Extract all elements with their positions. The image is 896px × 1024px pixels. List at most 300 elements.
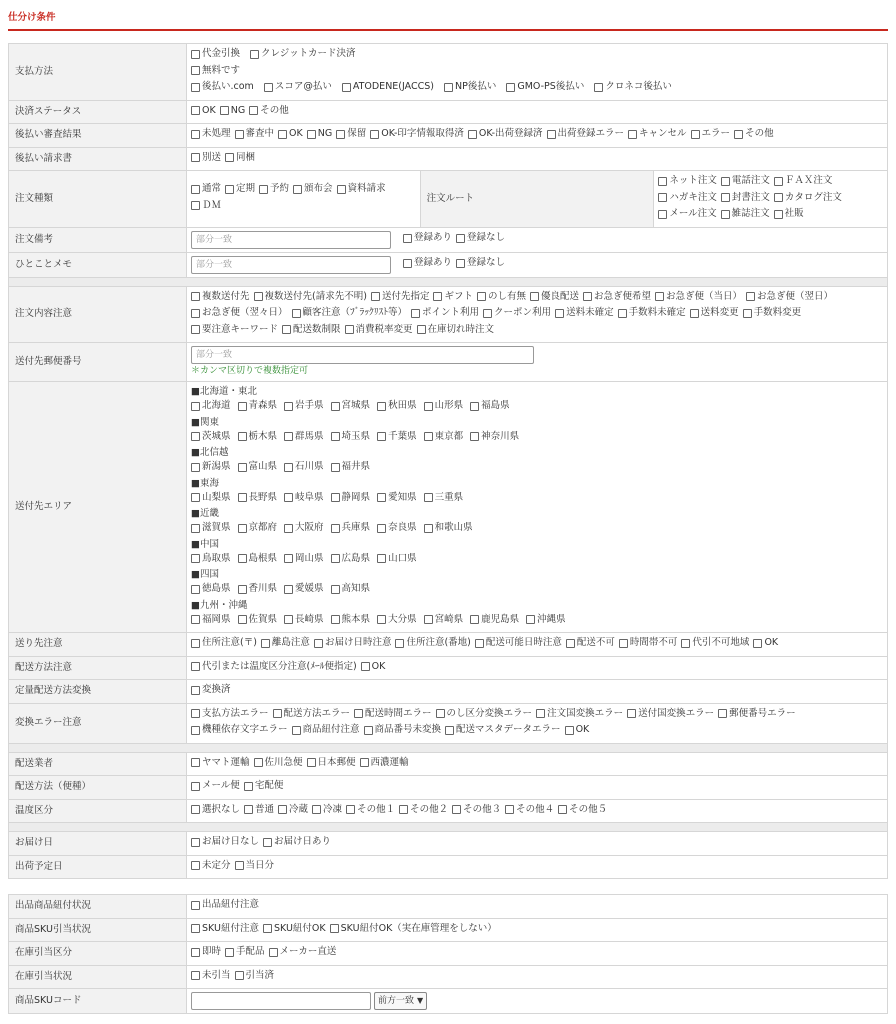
checkbox-option[interactable] xyxy=(191,47,240,61)
checkbox-option[interactable] xyxy=(411,306,479,320)
prefecture-checkbox[interactable] xyxy=(238,430,278,444)
checkbox-option[interactable] xyxy=(452,803,501,817)
checkbox-option[interactable] xyxy=(558,803,607,817)
checkbox-option[interactable] xyxy=(336,127,366,141)
checkbox-option[interactable] xyxy=(191,80,254,94)
checkbox-option[interactable] xyxy=(628,127,687,141)
checkbox-option[interactable] xyxy=(261,636,310,650)
checkbox-icon[interactable] xyxy=(370,130,379,139)
checkbox-icon[interactable] xyxy=(238,432,247,441)
checkbox-option[interactable] xyxy=(191,707,269,721)
prefecture-checkbox[interactable] xyxy=(331,430,371,444)
checkbox-option[interactable] xyxy=(444,80,496,94)
checkbox-icon[interactable] xyxy=(505,805,514,814)
checkbox-icon[interactable] xyxy=(191,463,200,472)
checkbox-option[interactable] xyxy=(691,127,731,141)
checkbox-option[interactable] xyxy=(249,104,289,118)
checkbox-option[interactable] xyxy=(583,290,651,304)
prefecture-checkbox[interactable] xyxy=(284,521,324,535)
checkbox-icon[interactable] xyxy=(292,309,301,318)
checkbox-icon[interactable] xyxy=(259,185,268,194)
checkbox-icon[interactable] xyxy=(314,639,323,648)
checkbox-icon[interactable] xyxy=(244,782,253,791)
checkbox-icon[interactable] xyxy=(191,686,200,695)
checkbox-option[interactable] xyxy=(505,803,554,817)
sku-match-select[interactable] xyxy=(374,992,427,1010)
prefecture-checkbox[interactable] xyxy=(238,552,278,566)
checkbox-option[interactable] xyxy=(292,723,360,737)
checkbox-option[interactable] xyxy=(191,323,278,337)
checkbox-icon[interactable] xyxy=(249,106,258,115)
prefecture-checkbox[interactable] xyxy=(238,582,278,596)
checkbox-icon[interactable] xyxy=(475,639,484,648)
checkbox-icon[interactable] xyxy=(264,83,273,92)
checkbox-icon[interactable] xyxy=(307,130,316,139)
checkbox-option[interactable] xyxy=(293,182,333,196)
checkbox-icon[interactable] xyxy=(331,463,340,472)
checkbox-option[interactable] xyxy=(191,636,257,650)
checkbox-option[interactable] xyxy=(354,707,432,721)
checkbox-icon[interactable] xyxy=(191,805,200,814)
checkbox-option[interactable] xyxy=(191,859,231,873)
checkbox-option[interactable] xyxy=(244,803,274,817)
checkbox-option[interactable] xyxy=(774,174,833,188)
checkbox-icon[interactable] xyxy=(444,83,453,92)
checkbox-option[interactable] xyxy=(681,636,749,650)
prefecture-checkbox[interactable] xyxy=(191,460,231,474)
checkbox-option[interactable] xyxy=(774,207,804,221)
checkbox-icon[interactable] xyxy=(377,615,386,624)
checkbox-icon[interactable] xyxy=(191,66,200,75)
checkbox-icon[interactable] xyxy=(377,493,386,502)
checkbox-option[interactable] xyxy=(191,723,288,737)
checkbox-icon[interactable] xyxy=(191,432,200,441)
checkbox-icon[interactable] xyxy=(743,309,752,318)
checkbox-icon[interactable] xyxy=(191,524,200,533)
checkbox-option[interactable] xyxy=(314,636,392,650)
checkbox-icon[interactable] xyxy=(261,639,270,648)
prefecture-checkbox[interactable] xyxy=(377,399,417,413)
checkbox-icon[interactable] xyxy=(273,709,282,718)
checkbox-option[interactable] xyxy=(263,922,326,936)
checkbox-icon[interactable] xyxy=(331,585,340,594)
checkbox-option[interactable] xyxy=(235,859,275,873)
checkbox-option[interactable] xyxy=(483,306,551,320)
checkbox-icon[interactable] xyxy=(345,325,354,334)
checkbox-icon[interactable] xyxy=(337,185,346,194)
checkbox-option[interactable] xyxy=(399,803,448,817)
checkbox-icon[interactable] xyxy=(424,615,433,624)
checkbox-icon[interactable] xyxy=(225,948,234,957)
checkbox-icon[interactable] xyxy=(191,554,200,563)
checkbox-icon[interactable] xyxy=(244,805,253,814)
checkbox-icon[interactable] xyxy=(225,185,234,194)
checkbox-icon[interactable] xyxy=(250,50,259,59)
checkbox-icon[interactable] xyxy=(225,153,234,162)
checkbox-icon[interactable] xyxy=(191,948,200,957)
checkbox-icon[interactable] xyxy=(191,292,200,301)
checkbox-icon[interactable] xyxy=(282,325,291,334)
checkbox-option[interactable] xyxy=(445,723,561,737)
prefecture-checkbox[interactable] xyxy=(331,491,371,505)
checkbox-icon[interactable] xyxy=(619,639,628,648)
checkbox-icon[interactable] xyxy=(354,709,363,718)
checkbox-icon[interactable] xyxy=(721,193,730,202)
checkbox-icon[interactable] xyxy=(411,309,420,318)
checkbox-option[interactable] xyxy=(191,127,231,141)
checkbox-icon[interactable] xyxy=(191,201,200,210)
checkbox-icon[interactable] xyxy=(470,402,479,411)
prefecture-checkbox[interactable] xyxy=(470,613,519,627)
prefecture-checkbox[interactable] xyxy=(284,582,324,596)
checkbox-icon[interactable] xyxy=(191,901,200,910)
checkbox-option[interactable] xyxy=(191,803,240,817)
checkbox-icon[interactable] xyxy=(331,554,340,563)
checkbox-option[interactable] xyxy=(627,707,714,721)
checkbox-icon[interactable] xyxy=(417,325,426,334)
checkbox-option[interactable] xyxy=(456,231,505,245)
checkbox-icon[interactable] xyxy=(307,758,316,767)
checkbox-option[interactable] xyxy=(753,636,778,650)
prefecture-checkbox[interactable] xyxy=(424,613,464,627)
prefecture-checkbox[interactable] xyxy=(377,613,417,627)
checkbox-option[interactable] xyxy=(721,207,770,221)
checkbox-icon[interactable] xyxy=(284,402,293,411)
checkbox-option[interactable] xyxy=(191,945,221,959)
checkbox-icon[interactable] xyxy=(555,309,564,318)
checkbox-icon[interactable] xyxy=(284,432,293,441)
prefecture-checkbox[interactable] xyxy=(331,460,371,474)
checkbox-icon[interactable] xyxy=(284,615,293,624)
checkbox-option[interactable] xyxy=(191,290,250,304)
checkbox-icon[interactable] xyxy=(331,402,340,411)
checkbox-option[interactable] xyxy=(433,290,473,304)
checkbox-icon[interactable] xyxy=(284,524,293,533)
checkbox-icon[interactable] xyxy=(191,639,200,648)
checkbox-option[interactable] xyxy=(307,756,356,770)
checkbox-icon[interactable] xyxy=(403,234,412,243)
checkbox-option[interactable] xyxy=(371,290,430,304)
checkbox-option[interactable] xyxy=(530,290,579,304)
checkbox-icon[interactable] xyxy=(566,639,575,648)
checkbox-icon[interactable] xyxy=(681,639,690,648)
checkbox-option[interactable] xyxy=(292,306,408,320)
checkbox-option[interactable] xyxy=(191,199,221,213)
checkbox-option[interactable] xyxy=(263,835,331,849)
checkbox-icon[interactable] xyxy=(734,130,743,139)
prefecture-checkbox[interactable] xyxy=(377,430,417,444)
checkbox-icon[interactable] xyxy=(238,402,247,411)
checkbox-icon[interactable] xyxy=(312,805,321,814)
checkbox-option[interactable] xyxy=(618,306,686,320)
prefecture-checkbox[interactable] xyxy=(191,521,231,535)
checkbox-option[interactable] xyxy=(360,756,409,770)
checkbox-option[interactable] xyxy=(690,306,739,320)
checkbox-option[interactable] xyxy=(254,290,367,304)
checkbox-option[interactable] xyxy=(417,323,495,337)
prefecture-checkbox[interactable] xyxy=(377,552,417,566)
checkbox-icon[interactable] xyxy=(746,292,755,301)
checkbox-icon[interactable] xyxy=(468,130,477,139)
checkbox-icon[interactable] xyxy=(191,726,200,735)
checkbox-icon[interactable] xyxy=(191,325,200,334)
prefecture-checkbox[interactable] xyxy=(424,491,464,505)
checkbox-icon[interactable] xyxy=(565,726,574,735)
checkbox-option[interactable] xyxy=(774,191,842,205)
checkbox-icon[interactable] xyxy=(658,177,667,186)
checkbox-icon[interactable] xyxy=(191,309,200,318)
checkbox-icon[interactable] xyxy=(254,292,263,301)
checkbox-option[interactable] xyxy=(364,723,442,737)
checkbox-option[interactable] xyxy=(536,707,623,721)
prefecture-checkbox[interactable] xyxy=(238,521,278,535)
checkbox-icon[interactable] xyxy=(263,838,272,847)
checkbox-icon[interactable] xyxy=(191,782,200,791)
checkbox-icon[interactable] xyxy=(470,615,479,624)
checkbox-icon[interactable] xyxy=(191,153,200,162)
order-note-input[interactable] xyxy=(191,231,391,249)
checkbox-option[interactable] xyxy=(395,636,470,650)
prefecture-checkbox[interactable] xyxy=(331,552,371,566)
prefecture-checkbox[interactable] xyxy=(284,430,324,444)
checkbox-option[interactable] xyxy=(254,756,303,770)
checkbox-option[interactable] xyxy=(191,898,259,912)
checkbox-option[interactable] xyxy=(619,636,678,650)
checkbox-icon[interactable] xyxy=(278,805,287,814)
prefecture-checkbox[interactable] xyxy=(331,613,371,627)
checkbox-option[interactable] xyxy=(269,945,337,959)
prefecture-checkbox[interactable] xyxy=(238,399,278,413)
checkbox-icon[interactable] xyxy=(583,292,592,301)
checkbox-option[interactable] xyxy=(278,803,308,817)
checkbox-icon[interactable] xyxy=(658,210,667,219)
prefecture-checkbox[interactable] xyxy=(424,430,464,444)
checkbox-icon[interactable] xyxy=(558,805,567,814)
memo-input[interactable] xyxy=(191,256,391,274)
checkbox-icon[interactable] xyxy=(721,177,730,186)
checkbox-icon[interactable] xyxy=(395,639,404,648)
checkbox-icon[interactable] xyxy=(254,758,263,767)
checkbox-option[interactable] xyxy=(191,182,221,196)
checkbox-option[interactable] xyxy=(658,174,717,188)
checkbox-icon[interactable] xyxy=(774,210,783,219)
checkbox-icon[interactable] xyxy=(506,83,515,92)
checkbox-icon[interactable] xyxy=(191,838,200,847)
prefecture-checkbox[interactable] xyxy=(238,491,278,505)
checkbox-icon[interactable] xyxy=(191,709,200,718)
checkbox-icon[interactable] xyxy=(263,924,272,933)
checkbox-option[interactable] xyxy=(477,290,526,304)
checkbox-option[interactable] xyxy=(361,660,386,674)
checkbox-icon[interactable] xyxy=(377,432,386,441)
checkbox-icon[interactable] xyxy=(371,292,380,301)
checkbox-option[interactable] xyxy=(403,256,452,270)
checkbox-icon[interactable] xyxy=(377,554,386,563)
checkbox-icon[interactable] xyxy=(191,861,200,870)
checkbox-icon[interactable] xyxy=(284,493,293,502)
checkbox-icon[interactable] xyxy=(470,432,479,441)
checkbox-icon[interactable] xyxy=(191,106,200,115)
checkbox-icon[interactable] xyxy=(424,432,433,441)
prefecture-checkbox[interactable] xyxy=(191,613,231,627)
checkbox-option[interactable] xyxy=(244,779,284,793)
checkbox-icon[interactable] xyxy=(628,130,637,139)
prefecture-checkbox[interactable] xyxy=(238,613,278,627)
checkbox-icon[interactable] xyxy=(336,130,345,139)
checkbox-icon[interactable] xyxy=(360,758,369,767)
prefecture-checkbox[interactable] xyxy=(331,521,371,535)
checkbox-icon[interactable] xyxy=(293,185,302,194)
checkbox-icon[interactable] xyxy=(331,432,340,441)
checkbox-option[interactable] xyxy=(235,127,275,141)
checkbox-option[interactable] xyxy=(370,127,464,141)
checkbox-option[interactable] xyxy=(191,151,221,165)
prefecture-checkbox[interactable] xyxy=(191,582,231,596)
checkbox-option[interactable] xyxy=(594,80,672,94)
checkbox-option[interactable] xyxy=(225,182,255,196)
checkbox-icon[interactable] xyxy=(399,805,408,814)
checkbox-icon[interactable] xyxy=(477,292,486,301)
checkbox-icon[interactable] xyxy=(292,726,301,735)
checkbox-icon[interactable] xyxy=(191,130,200,139)
checkbox-icon[interactable] xyxy=(436,709,445,718)
prefecture-checkbox[interactable] xyxy=(284,399,324,413)
checkbox-icon[interactable] xyxy=(331,493,340,502)
checkbox-icon[interactable] xyxy=(655,292,664,301)
checkbox-icon[interactable] xyxy=(191,493,200,502)
checkbox-icon[interactable] xyxy=(191,585,200,594)
checkbox-option[interactable] xyxy=(191,683,231,697)
checkbox-icon[interactable] xyxy=(238,524,247,533)
checkbox-icon[interactable] xyxy=(278,130,287,139)
prefecture-checkbox[interactable] xyxy=(424,399,464,413)
prefecture-checkbox[interactable] xyxy=(470,430,519,444)
prefecture-checkbox[interactable] xyxy=(191,552,231,566)
checkbox-option[interactable] xyxy=(342,80,434,94)
prefecture-checkbox[interactable] xyxy=(238,460,278,474)
checkbox-icon[interactable] xyxy=(526,615,535,624)
checkbox-icon[interactable] xyxy=(718,709,727,718)
checkbox-option[interactable] xyxy=(468,127,543,141)
checkbox-option[interactable] xyxy=(282,323,341,337)
checkbox-icon[interactable] xyxy=(269,948,278,957)
checkbox-icon[interactable] xyxy=(433,292,442,301)
checkbox-option[interactable] xyxy=(191,64,240,78)
checkbox-option[interactable] xyxy=(655,290,742,304)
prefecture-checkbox[interactable] xyxy=(331,582,371,596)
checkbox-icon[interactable] xyxy=(191,83,200,92)
checkbox-option[interactable] xyxy=(330,922,497,936)
checkbox-icon[interactable] xyxy=(377,402,386,411)
checkbox-icon[interactable] xyxy=(452,805,461,814)
checkbox-option[interactable] xyxy=(191,922,259,936)
checkbox-icon[interactable] xyxy=(445,726,454,735)
checkbox-option[interactable] xyxy=(475,636,562,650)
checkbox-icon[interactable] xyxy=(238,493,247,502)
checkbox-icon[interactable] xyxy=(191,924,200,933)
checkbox-icon[interactable] xyxy=(424,402,433,411)
checkbox-option[interactable] xyxy=(191,969,231,983)
checkbox-icon[interactable] xyxy=(342,83,351,92)
checkbox-option[interactable] xyxy=(734,127,774,141)
checkbox-option[interactable] xyxy=(273,707,351,721)
checkbox-option[interactable] xyxy=(259,182,289,196)
checkbox-option[interactable] xyxy=(658,207,716,221)
checkbox-icon[interactable] xyxy=(658,193,667,202)
checkbox-icon[interactable] xyxy=(235,971,244,980)
prefecture-checkbox[interactable] xyxy=(526,613,566,627)
checkbox-option[interactable] xyxy=(547,127,625,141)
prefecture-checkbox[interactable] xyxy=(470,399,510,413)
checkbox-icon[interactable] xyxy=(536,709,545,718)
checkbox-icon[interactable] xyxy=(483,309,492,318)
checkbox-icon[interactable] xyxy=(627,709,636,718)
checkbox-option[interactable] xyxy=(566,636,615,650)
checkbox-icon[interactable] xyxy=(346,805,355,814)
checkbox-icon[interactable] xyxy=(456,234,465,243)
checkbox-option[interactable] xyxy=(506,80,584,94)
checkbox-icon[interactable] xyxy=(594,83,603,92)
checkbox-icon[interactable] xyxy=(191,402,200,411)
checkbox-option[interactable] xyxy=(565,723,590,737)
checkbox-icon[interactable] xyxy=(191,662,200,671)
checkbox-option[interactable] xyxy=(220,104,245,118)
checkbox-option[interactable] xyxy=(250,47,355,61)
checkbox-icon[interactable] xyxy=(238,585,247,594)
postal-input[interactable] xyxy=(191,346,534,364)
checkbox-option[interactable] xyxy=(191,835,259,849)
checkbox-option[interactable] xyxy=(312,803,342,817)
checkbox-option[interactable] xyxy=(436,707,533,721)
prefecture-checkbox[interactable] xyxy=(191,399,231,413)
checkbox-option[interactable] xyxy=(346,803,395,817)
prefecture-checkbox[interactable] xyxy=(331,399,371,413)
checkbox-option[interactable] xyxy=(456,256,505,270)
checkbox-option[interactable] xyxy=(337,182,386,196)
checkbox-icon[interactable] xyxy=(377,524,386,533)
prefecture-checkbox[interactable] xyxy=(191,491,231,505)
checkbox-icon[interactable] xyxy=(235,130,244,139)
checkbox-icon[interactable] xyxy=(235,861,244,870)
checkbox-option[interactable] xyxy=(403,231,452,245)
prefecture-checkbox[interactable] xyxy=(284,613,324,627)
checkbox-icon[interactable] xyxy=(284,585,293,594)
checkbox-icon[interactable] xyxy=(191,185,200,194)
checkbox-option[interactable] xyxy=(658,191,717,205)
prefecture-checkbox[interactable] xyxy=(284,491,324,505)
checkbox-option[interactable] xyxy=(743,306,802,320)
checkbox-option[interactable] xyxy=(718,707,796,721)
checkbox-option[interactable] xyxy=(721,191,770,205)
checkbox-icon[interactable] xyxy=(238,554,247,563)
checkbox-option[interactable] xyxy=(191,779,240,793)
checkbox-icon[interactable] xyxy=(331,524,340,533)
checkbox-option[interactable] xyxy=(191,756,250,770)
prefecture-checkbox[interactable] xyxy=(377,491,417,505)
checkbox-option[interactable] xyxy=(225,945,265,959)
checkbox-option[interactable] xyxy=(746,290,833,304)
checkbox-icon[interactable] xyxy=(191,971,200,980)
checkbox-option[interactable] xyxy=(191,306,288,320)
checkbox-option[interactable] xyxy=(307,127,332,141)
checkbox-icon[interactable] xyxy=(191,615,200,624)
checkbox-icon[interactable] xyxy=(774,193,783,202)
checkbox-icon[interactable] xyxy=(530,292,539,301)
checkbox-option[interactable] xyxy=(555,306,614,320)
prefecture-checkbox[interactable] xyxy=(284,460,324,474)
checkbox-icon[interactable] xyxy=(238,463,247,472)
checkbox-icon[interactable] xyxy=(690,309,699,318)
